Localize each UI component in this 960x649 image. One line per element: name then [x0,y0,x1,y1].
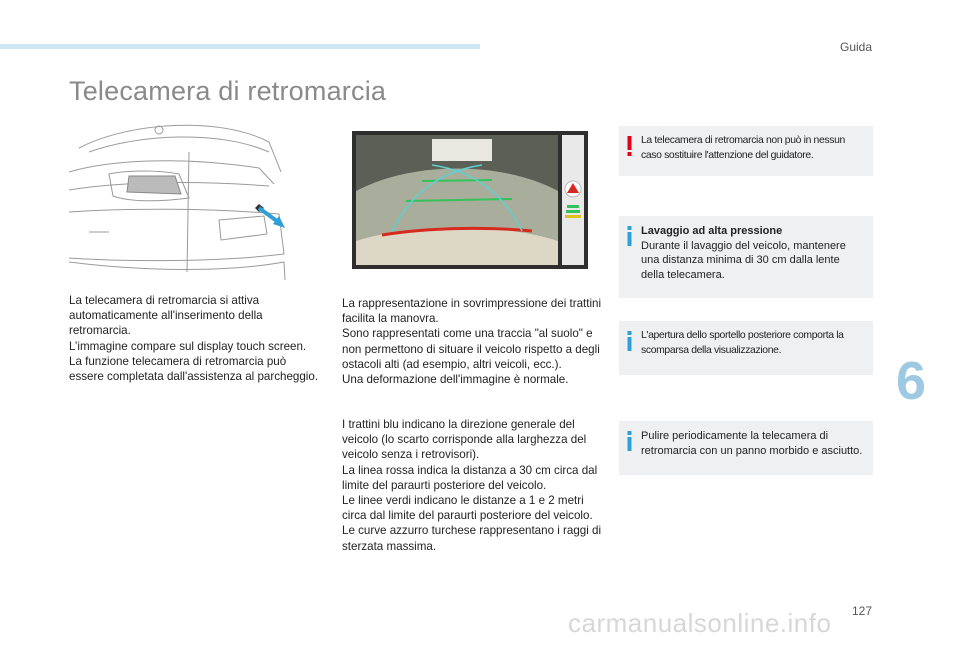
column-1-text [69,293,319,384]
warning-exclamation-icon [627,136,632,156]
paragraph: La linea rossa indica la distanza a 30 cm circa dal limite del paraurti posteriore del veicolo. [342,463,598,492]
paragraph: Sono rappresentati come una traccia "al suolo" e non permettono di situare il veicolo rispetto a degli ostacoli alti (ad esempio, altri veicoli, ecc.). [342,327,600,371]
paragraph: La rappresentazione in sovrimpressione dei trattini facilita la manovra. [342,297,602,326]
paragraph: La funzione telecamera di retromarcia può essere completata dall'assistenza al parcheggio. [69,354,319,384]
car-rear-illustration [69,112,317,288]
paragraph: La telecamera di retromarcia si attiva automaticamente all'inserimento della retromarcia. [69,294,263,338]
section-label: Guida [840,40,873,54]
page-title: Telecamera di retromarcia [69,76,387,106]
washing-note [619,216,873,298]
paragraph: L’immagine compare sul display touch screen. [69,339,307,353]
watermark: carmanualsonline.info [568,608,832,638]
door-text: L'apertura dello sportello posteriore comporta la scomparsa della visualizzazione. [641,330,844,356]
warning-text: La telecamera di retromarcia non può in nessun caso sostituire l'attenzione del guidatore. [641,135,845,161]
column-2-block-1 [342,296,604,387]
info-icon [627,331,632,351]
washing-title: Lavaggio ad alta pressione [641,225,783,237]
camera-view-illustration [352,131,588,269]
page-number: 127 [852,604,873,618]
paragraph: Le curve azzurro turchese rappresentano i raggi di sterzata massima. [342,524,602,553]
chapter-number: 6 [896,351,927,411]
paragraph: Una deformazione dell'immagine è normale. [342,373,569,387]
washing-text: Durante il lavaggio del veicolo, mantenere una distanza minima di 30 cm dalla lente della telecamera. [641,239,846,281]
cleaning-note [619,421,873,475]
door-note [619,321,873,375]
paragraph: I trattini blu indicano la direzione generale del veicolo (lo scarto corrisponde alla larghezza del veicolo senza i retrovisori). [342,418,587,462]
warning-note [619,126,873,176]
header-accent-bar [0,44,480,49]
cleaning-text: Pulire periodicamente la telecamera di retromarcia con un panno morbido e asciutto. [641,430,863,457]
paragraph: Le linee verdi indicano le distanze a 1 e 2 metri circa dal limite del paraurti posteriore del veicolo. [342,494,593,523]
column-2-block-2 [342,417,604,554]
info-icon [627,226,632,246]
info-icon [627,431,632,451]
